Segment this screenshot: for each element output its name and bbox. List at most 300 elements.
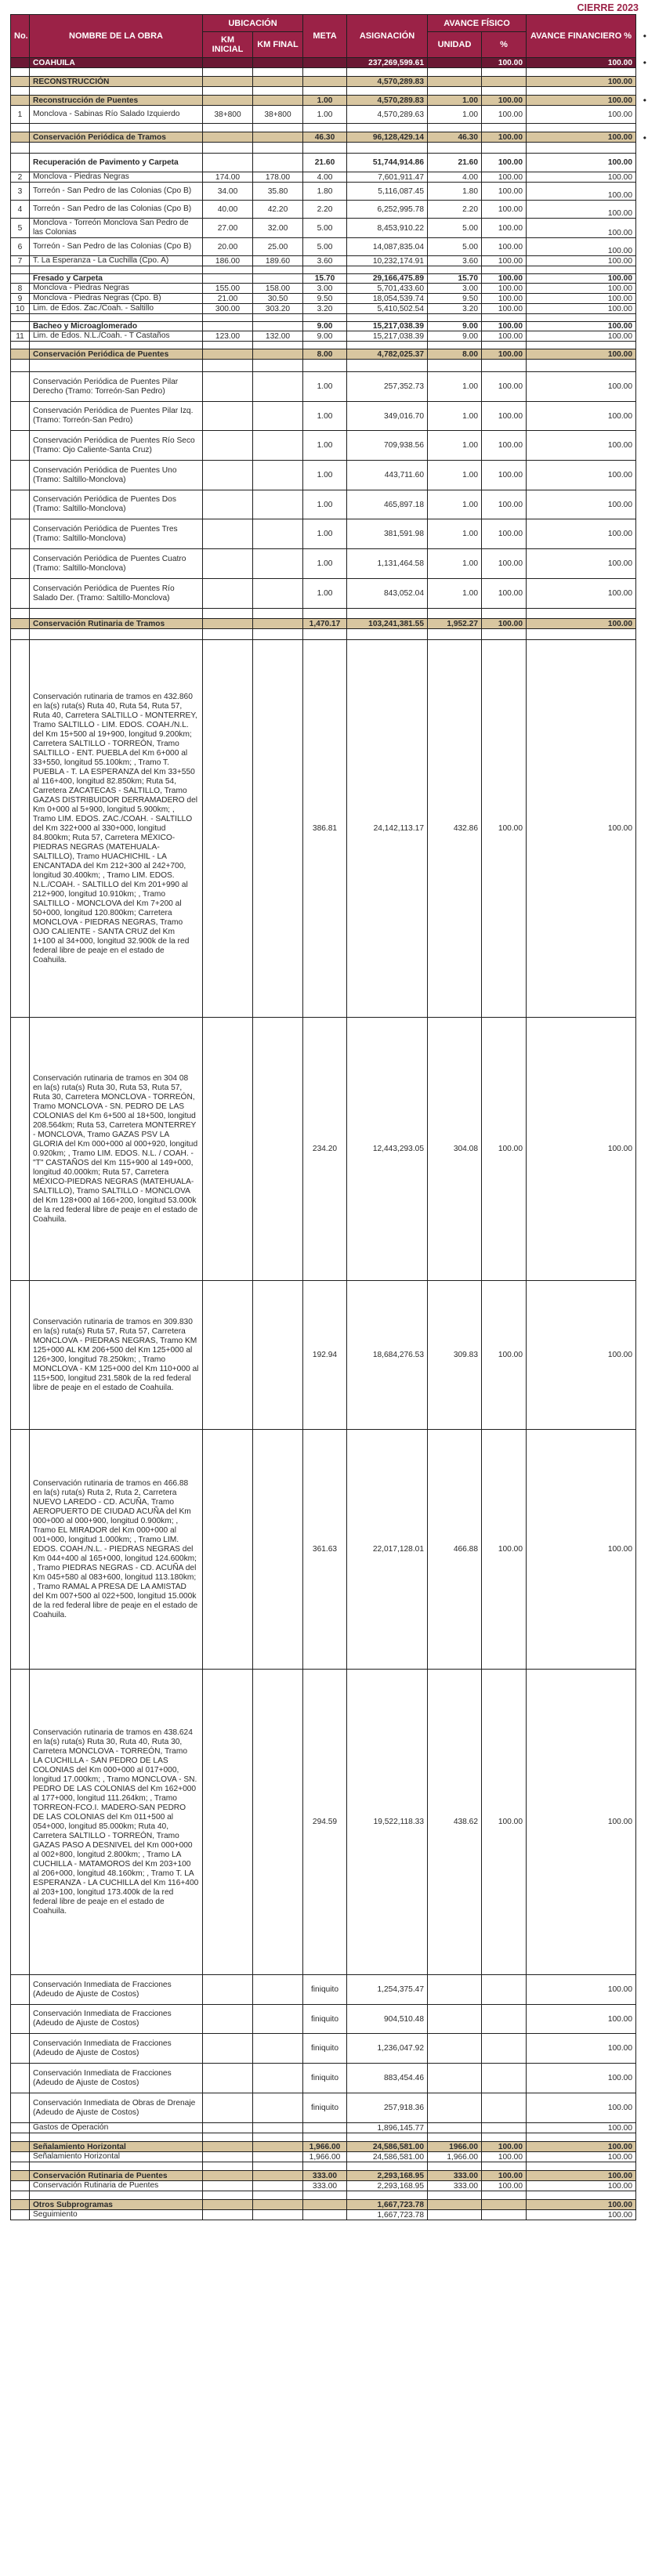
cell-pct: 100.00 xyxy=(482,238,527,256)
cell-unidad: 5.00 xyxy=(428,219,482,238)
cell-asignacion: 14,087,835.04 xyxy=(347,238,428,256)
cell-avance-financiero: 100.00 xyxy=(527,2200,636,2210)
cell-avance-financiero: 100.00 xyxy=(527,2142,636,2152)
cell-meta xyxy=(303,2200,347,2210)
cell-km-inicial xyxy=(203,132,253,143)
cell-unidad: 1.00 xyxy=(428,431,482,461)
cell-avance-financiero: 100.00 xyxy=(527,304,636,314)
section-row xyxy=(11,96,636,106)
spacer-row xyxy=(11,266,636,274)
cell-meta xyxy=(303,68,347,77)
cell-km-final xyxy=(253,2133,303,2142)
cell-nombre: Lim. de Edos. Zac./Coah. - Saltillo xyxy=(30,304,203,314)
cell-no xyxy=(11,77,30,87)
cell-nombre: T. La Esperanza - La Cuchilla (Cpo. A) xyxy=(30,256,203,266)
cell-pct xyxy=(482,77,527,87)
cell-meta: 8.00 xyxy=(303,349,347,360)
cell-unidad: 15.70 xyxy=(428,274,482,284)
col-header-pct: % xyxy=(482,32,527,58)
col-header-meta: META xyxy=(303,15,347,58)
cell-no xyxy=(11,2210,30,2220)
cell-no xyxy=(11,619,30,629)
cell-nombre: Monclova - Sabinas Río Salado Izquierdo xyxy=(30,106,203,124)
cell-km-final xyxy=(253,342,303,349)
cell-pct: 100.00 xyxy=(482,461,527,490)
cell-pct xyxy=(482,68,527,77)
cell-pct: 100.00 xyxy=(482,402,527,431)
cell-meta xyxy=(303,58,347,68)
cell-nombre: Monclova - Piedras Negras xyxy=(30,284,203,294)
cell-nombre: Conservación Inmediata de Fracciones (Adeudo de Ajuste de Costos) xyxy=(30,1975,203,2005)
cell-km-final xyxy=(253,266,303,274)
cell-unidad: 1.00 xyxy=(428,579,482,609)
cell-pct xyxy=(482,2162,527,2171)
cell-avance-financiero: 100.00 xyxy=(527,284,636,294)
cell-unidad: 1.00 xyxy=(428,402,482,431)
cell-unidad: 8.00 xyxy=(428,349,482,360)
cell-meta xyxy=(303,266,347,274)
table-row xyxy=(11,431,636,461)
cell-no xyxy=(11,322,30,331)
cell-avance-financiero: 100.00 xyxy=(527,201,636,219)
cell-nombre xyxy=(30,68,203,77)
cell-unidad xyxy=(428,2093,482,2123)
cell-no xyxy=(11,154,30,172)
cell-no xyxy=(11,629,30,640)
cell-asignacion xyxy=(347,314,428,322)
cell-asignacion: 4,782,025.37 xyxy=(347,349,428,360)
cell-km-inicial: 174.00 xyxy=(203,172,253,183)
cell-unidad: 46.30 xyxy=(428,132,482,143)
table-row xyxy=(11,256,636,266)
cell-asignacion xyxy=(347,2191,428,2200)
cell-unidad: 1.00 xyxy=(428,461,482,490)
cell-asignacion: 257,352.73 xyxy=(347,372,428,402)
cell-km-final xyxy=(253,1430,303,1670)
cell-km-inicial xyxy=(203,342,253,349)
cell-meta xyxy=(303,2191,347,2200)
cell-unidad xyxy=(428,124,482,132)
cell-km-inicial xyxy=(203,266,253,274)
table-row xyxy=(11,304,636,314)
cell-km-inicial xyxy=(203,58,253,68)
cell-meta: 9.00 xyxy=(303,331,347,342)
cell-meta: finiquito xyxy=(303,2093,347,2123)
cell-no xyxy=(11,609,30,619)
cell-km-final xyxy=(253,274,303,284)
cell-pct xyxy=(482,2005,527,2034)
works-table xyxy=(10,14,636,2220)
cell-unidad xyxy=(428,2064,482,2093)
table-row xyxy=(11,183,636,201)
cell-unidad: 4.00 xyxy=(428,172,482,183)
cell-unidad xyxy=(428,342,482,349)
cell-pct: 100.00 xyxy=(482,1281,527,1430)
cell-km-final xyxy=(253,1018,303,1281)
cell-no xyxy=(11,2152,30,2162)
cell-nombre: Conservación Inmediata de Fracciones (Adeudo de Ajuste de Costos) xyxy=(30,2005,203,2034)
cell-avance-financiero: 100.00 xyxy=(527,2210,636,2220)
cell-pct: 100.00 xyxy=(482,106,527,124)
table-row xyxy=(11,1975,636,2005)
cell-no: 8 xyxy=(11,284,30,294)
cell-avance-financiero: 100.00 xyxy=(527,322,636,331)
cell-no xyxy=(11,124,30,132)
cell-unidad xyxy=(428,360,482,372)
cell-meta: 1.00 xyxy=(303,490,347,519)
section-row xyxy=(11,2200,636,2210)
cell-pct: 100.00 xyxy=(482,304,527,314)
cell-unidad xyxy=(428,87,482,96)
cell-asignacion: 883,454.46 xyxy=(347,2064,428,2093)
cell-no: 3 xyxy=(11,183,30,201)
cell-km-inicial xyxy=(203,2181,253,2191)
cell-meta xyxy=(303,2210,347,2220)
cell-no xyxy=(11,2162,30,2171)
cell-km-inicial xyxy=(203,2034,253,2064)
cell-pct: 100.00 xyxy=(482,294,527,304)
cell-km-inicial xyxy=(203,96,253,106)
section-row xyxy=(11,58,636,68)
cell-no xyxy=(11,360,30,372)
cell-asignacion: 24,142,113.17 xyxy=(347,640,428,1018)
cell-avance-financiero xyxy=(527,2162,636,2171)
cell-pct: 100.00 xyxy=(482,154,527,172)
cell-pct: 100.00 xyxy=(482,201,527,219)
cell-no xyxy=(11,2171,30,2181)
cell-unidad xyxy=(428,2133,482,2142)
cell-km-final xyxy=(253,2064,303,2093)
cell-unidad xyxy=(428,1975,482,2005)
cell-pct xyxy=(482,2123,527,2133)
cell-meta xyxy=(303,2133,347,2142)
cell-km-inicial xyxy=(203,349,253,360)
cell-km-inicial xyxy=(203,2093,253,2123)
cell-nombre: Conservación Periódica de Puentes Uno (Tramo: Saltillo-Monclova) xyxy=(30,461,203,490)
cell-pct: 100.00 xyxy=(482,172,527,183)
cell-km-inicial xyxy=(203,2191,253,2200)
section-row xyxy=(11,2142,636,2152)
cell-no: 1 xyxy=(11,106,30,124)
cell-km-final: 42.20 xyxy=(253,201,303,219)
cell-unidad xyxy=(428,314,482,322)
cell-meta xyxy=(303,124,347,132)
cell-meta: 1.00 xyxy=(303,372,347,402)
cell-km-final xyxy=(253,490,303,519)
cell-avance-financiero: 100.00 xyxy=(527,172,636,183)
cell-km-inicial xyxy=(203,274,253,284)
cell-nombre: Lim. de Edos. N.L./Coah. - T Castaños xyxy=(30,331,203,342)
table-row xyxy=(11,284,636,294)
cell-no xyxy=(11,2093,30,2123)
cell-pct: 100.00 xyxy=(482,2142,527,2152)
col-header-km-final: KM FINAL xyxy=(253,32,303,58)
cell-meta: 386.81 xyxy=(303,640,347,1018)
cell-pct xyxy=(482,2210,527,2220)
cell-km-final xyxy=(253,2162,303,2171)
cell-km-inicial: 34.00 xyxy=(203,183,253,201)
cell-asignacion xyxy=(347,629,428,640)
cell-pct: 100.00 xyxy=(482,183,527,201)
cell-meta: 192.94 xyxy=(303,1281,347,1430)
cell-km-final xyxy=(253,2200,303,2210)
cell-nombre: Señalamiento Horizontal xyxy=(30,2142,203,2152)
cell-nombre: Conservación Inmediata de Fracciones (Adeudo de Ajuste de Costos) xyxy=(30,2034,203,2064)
cell-pct: 100.00 xyxy=(482,579,527,609)
cell-no xyxy=(11,68,30,77)
cell-nombre: Conservación Rutinaria de Tramos xyxy=(30,619,203,629)
col-header-km-inicial: KM INICIAL xyxy=(203,32,253,58)
cell-meta xyxy=(303,629,347,640)
cell-avance-financiero xyxy=(527,609,636,619)
table-row xyxy=(11,1281,636,1430)
table-row xyxy=(11,2123,636,2133)
cell-asignacion: 103,241,381.55 xyxy=(347,619,428,629)
cell-avance-financiero: 100.00 xyxy=(527,549,636,579)
cell-asignacion: 1,667,723.78 xyxy=(347,2210,428,2220)
cell-meta: 1.00 xyxy=(303,402,347,431)
cell-meta: 294.59 xyxy=(303,1670,347,1975)
cell-meta xyxy=(303,360,347,372)
cell-asignacion xyxy=(347,342,428,349)
table-row xyxy=(11,331,636,342)
cell-no xyxy=(11,461,30,490)
cell-no: 7 xyxy=(11,256,30,266)
cell-km-inicial xyxy=(203,154,253,172)
cell-km-inicial xyxy=(203,431,253,461)
cell-asignacion: 1,896,145.77 xyxy=(347,2123,428,2133)
cell-asignacion: 5,701,433.60 xyxy=(347,284,428,294)
cell-nombre: Conservación Rutinaria de Puentes xyxy=(30,2181,203,2191)
cell-unidad: 3.00 xyxy=(428,284,482,294)
cell-pct: 100.00 xyxy=(482,549,527,579)
cell-km-final xyxy=(253,640,303,1018)
cell-no xyxy=(11,519,30,549)
table-row xyxy=(11,201,636,219)
cell-km-inicial xyxy=(203,360,253,372)
cell-meta: 1.80 xyxy=(303,183,347,201)
col-header-avance-fisico: AVANCE FÍSICO xyxy=(428,15,527,32)
cell-nombre xyxy=(30,143,203,154)
cell-no xyxy=(11,2064,30,2093)
spacer-row xyxy=(11,68,636,77)
cell-km-final xyxy=(253,87,303,96)
cell-avance-financiero: 100.00 xyxy=(527,431,636,461)
cell-avance-financiero: 100.00 xyxy=(527,349,636,360)
cell-pct xyxy=(482,2064,527,2093)
cell-no xyxy=(11,96,30,106)
cell-no xyxy=(11,1670,30,1975)
cell-asignacion: 4,570,289.83 xyxy=(347,77,428,87)
cell-no xyxy=(11,1430,30,1670)
cell-no xyxy=(11,274,30,284)
cell-avance-financiero: 100.00 xyxy=(527,294,636,304)
cell-avance-financiero: 100.00 xyxy=(527,640,636,1018)
cell-asignacion: 29,166,475.89 xyxy=(347,274,428,284)
cell-km-final xyxy=(253,2210,303,2220)
cell-no: 11 xyxy=(11,331,30,342)
cell-nombre: Conservación Inmediata de Obras de Drenaje (Adeudo de Ajuste de Costos) xyxy=(30,2093,203,2123)
cell-nombre: Seguimiento xyxy=(30,2210,203,2220)
cell-meta xyxy=(303,314,347,322)
cell-meta xyxy=(303,2123,347,2133)
cell-asignacion: 381,591.98 xyxy=(347,519,428,549)
cell-nombre: Conservación rutinaria de tramos en 466.88 en la(s) ruta(s) Ruta 2, Ruta 2, Carretera NUEVO LAREDO - CD. ACUÑA, Tramo AEROPUERTO DE CIUDAD ACUÑA del Km 000+000 al 000+900, longitud 0.900km; , Tramo EL MIRADOR del Km 000+000 al 001+000, longitud 1.000km; , Tramo LIM. EDOS. COAH./N.L. - PIEDRAS NEGRAS del Km 044+400 al 165+000, longitud 124.600km; , Tramo PIEDRAS NEGRAS - CD. ACUÑA del Km 045+580 al 083+600, longitud 113.180km; , Tramo RAMAL A PRESA DE LA AMISTAD del Km 007+500 al 022+500, longitud 15.000k de la red federal libre de peaje en el estado de Coahuila. xyxy=(30,1430,203,1670)
cell-unidad: 2.20 xyxy=(428,201,482,219)
cell-km-inicial xyxy=(203,1018,253,1281)
cell-avance-financiero: 100.00 xyxy=(527,1670,636,1975)
cell-nombre: COAHUILA xyxy=(30,58,203,68)
cell-avance-financiero: 100.00 xyxy=(527,619,636,629)
cell-pct xyxy=(482,2200,527,2210)
cell-unidad: 1,966.00 xyxy=(428,2152,482,2162)
cell-avance-financiero: 100.00 xyxy=(527,1018,636,1281)
bullet-marker: • xyxy=(643,132,646,143)
cell-unidad xyxy=(428,2123,482,2133)
cell-asignacion: 4,570,289.63 xyxy=(347,106,428,124)
cell-unidad: 1,952.27 xyxy=(428,619,482,629)
spacer-row xyxy=(11,342,636,349)
cell-unidad xyxy=(428,68,482,77)
cell-avance-financiero: 100.00 xyxy=(527,106,636,124)
cell-pct xyxy=(482,2093,527,2123)
cell-nombre: Conservación rutinaria de tramos en 304 08 en la(s) ruta(s) Ruta 30, Ruta 53, Ruta 57, Ruta 30, Carretera MONCLOVA - TORREÓN, Tramo MONCLOVA - SN. PEDRO DE LAS COLONIAS del Km 6+500 al 18+500, longitud 208.564km; Ruta 53, Carretera MONTERREY - MONCLOVA, Tramo GAZAS PSV LA GLORIA del Km 000+000 al 000+920, longitud 0.920km; , Tramo LIM. EDOS. N.L. / COAH. - "T" CASTAÑOS del Km 115+900 al 149+000, longitud 40.000km; Ruta 57, Carretera MÉXICO-PIEDRAS NEGRAS (MATEHUALA-SALTILLO), Tramo SALTILLO - MONCLOVA del Km 128+000 al 166+200, longitud 53.000k de la red federal libre de peaje en el estado de Coahuila. xyxy=(30,1018,203,1281)
cell-no xyxy=(11,372,30,402)
cell-km-final xyxy=(253,154,303,172)
table-row xyxy=(11,106,636,124)
cell-no xyxy=(11,2133,30,2142)
cell-km-final xyxy=(253,322,303,331)
cell-unidad: 9.00 xyxy=(428,322,482,331)
cell-meta: 1.00 xyxy=(303,106,347,124)
cell-asignacion: 1,131,464.58 xyxy=(347,549,428,579)
cell-asignacion: 6,252,995.78 xyxy=(347,201,428,219)
cell-pct xyxy=(482,360,527,372)
cell-unidad xyxy=(428,58,482,68)
table-row xyxy=(11,372,636,402)
cell-pct: 100.00 xyxy=(482,58,527,68)
cell-km-inicial xyxy=(203,640,253,1018)
table-header xyxy=(11,15,636,58)
cell-pct xyxy=(482,2034,527,2064)
cell-km-final: 189.60 xyxy=(253,256,303,266)
cell-unidad xyxy=(428,2200,482,2210)
cell-km-final: 158.00 xyxy=(253,284,303,294)
table-body xyxy=(11,58,636,2220)
cell-km-final xyxy=(253,2123,303,2133)
cell-pct: 100.00 xyxy=(482,349,527,360)
cell-unidad: 5.00 xyxy=(428,238,482,256)
cell-km-final xyxy=(253,1281,303,1430)
section-row xyxy=(11,2171,636,2181)
cell-avance-financiero xyxy=(527,87,636,96)
report-title: CIERRE 2023 xyxy=(577,2,639,13)
cell-avance-financiero xyxy=(527,266,636,274)
cell-nombre: Conservación rutinaria de tramos en 438.624 en la(s) ruta(s) Ruta 30, Ruta 40, Ruta 30, Carretera MONCLOVA - TORREÓN, Tramo LA CUCHILLA - SAN PEDRO DE LAS COLONIAS del Km 000+000 al 017+000, longitud 17.000km; , Tramo MONCLOVA - SN. PEDRO DE LAS COLONIAS del Km 162+000 al 177+000, longitud 111.264km; , Tramo TORREON-FCO.I. MADERO-SAN PEDRO DE LAS COLONIAS del Km 011+500 al 054+000, longitud 85.000km; Ruta 40, Carretera SALTILLO - TORREÓN, Tramo GAZAS PASO A DESNIVEL del Km 000+000 al 002+800, longitud 2.800km; , Tramo LA CUCHILLA - MATAMOROS del Km 203+100 al 206+000, longitud 48.160km; , Tramo T. LA ESPERANZA - LA CUCHILLA del Km 116+400 al 203+100, longitud 173.400k de la red federal libre de peaje en el estado de Coahuila. xyxy=(30,1670,203,1975)
spacer-row xyxy=(11,143,636,154)
cell-pct: 100.00 xyxy=(482,490,527,519)
cell-unidad xyxy=(428,266,482,274)
cell-unidad xyxy=(428,2034,482,2064)
cell-meta: 333.00 xyxy=(303,2181,347,2191)
cell-km-inicial xyxy=(203,322,253,331)
cell-no xyxy=(11,549,30,579)
cell-km-inicial: 38+800 xyxy=(203,106,253,124)
cell-pct: 100.00 xyxy=(482,1018,527,1281)
cell-nombre: Conservación rutinaria de tramos en 309.830 en la(s) ruta(s) Ruta 57, Ruta 57, Carretera MONCLOVA - PIEDRAS NEGRAS, Tramo KM 125+000 AL KM 206+500 del Km 125+000 al 126+300, longitud 78.250km; , Tramo MONCLOVA - KM 125+000 del Km 110+000 al 115+500, longitud 231.580k de la red federal libre de peaje en el estado de Coahuila. xyxy=(30,1281,203,1430)
cell-km-final xyxy=(253,77,303,87)
table-row xyxy=(11,2034,636,2064)
cell-meta xyxy=(303,77,347,87)
cell-avance-financiero xyxy=(527,68,636,77)
cell-nombre: Reconstrucción de Puentes xyxy=(30,96,203,106)
cell-asignacion xyxy=(347,609,428,619)
cell-unidad: 309.83 xyxy=(428,1281,482,1430)
cell-unidad xyxy=(428,2005,482,2034)
cell-asignacion: 8,453,910.22 xyxy=(347,219,428,238)
cell-km-final xyxy=(253,143,303,154)
cell-avance-financiero: 100.00 xyxy=(527,96,636,106)
cell-km-inicial xyxy=(203,2200,253,2210)
cell-asignacion: 22,017,128.01 xyxy=(347,1430,428,1670)
cell-meta: finiquito xyxy=(303,2034,347,2064)
cell-avance-financiero: 100.00 xyxy=(527,372,636,402)
cell-km-inicial xyxy=(203,2064,253,2093)
cell-no xyxy=(11,2200,30,2210)
cell-meta: 2.20 xyxy=(303,201,347,219)
cell-meta: 1.00 xyxy=(303,96,347,106)
cell-nombre xyxy=(30,609,203,619)
cell-km-inicial xyxy=(203,609,253,619)
cell-nombre: Torreón - San Pedro de las Colonias (Cpo B) xyxy=(30,238,203,256)
cell-nombre xyxy=(30,87,203,96)
cell-avance-financiero: 100.00 xyxy=(527,461,636,490)
cell-nombre: Conservación Periódica de Puentes Tres (Tramo: Saltillo-Monclova) xyxy=(30,519,203,549)
cell-nombre: Monclova - Piedras Negras xyxy=(30,172,203,183)
cell-nombre: Monclova - Torreón Monclova San Pedro de las Colonias xyxy=(30,219,203,238)
cell-unidad: 1966.00 xyxy=(428,2142,482,2152)
bullet-marker: • xyxy=(643,57,646,68)
cell-meta: 1.00 xyxy=(303,519,347,549)
table-row xyxy=(11,294,636,304)
cell-km-final xyxy=(253,2191,303,2200)
cell-km-inicial: 300.00 xyxy=(203,304,253,314)
cell-avance-financiero: 100.00 xyxy=(527,331,636,342)
cell-nombre: Conservación Periódica de Puentes Río Seco (Tramo: Ojo Caliente-Santa Cruz) xyxy=(30,431,203,461)
cell-avance-financiero: 100.00 xyxy=(527,1430,636,1670)
cell-avance-financiero: 100.00 xyxy=(527,2152,636,2162)
table-row xyxy=(11,2152,636,2162)
cell-pct xyxy=(482,1975,527,2005)
cell-asignacion: 257,918.36 xyxy=(347,2093,428,2123)
cell-avance-financiero: 100.00 xyxy=(527,1975,636,2005)
table-row xyxy=(11,549,636,579)
cell-pct: 100.00 xyxy=(482,96,527,106)
cell-nombre: Conservación Periódica de Puentes Río Salado Der. (Tramo: Saltillo-Monclova) xyxy=(30,579,203,609)
cell-meta: 1,470.17 xyxy=(303,619,347,629)
cell-unidad: 9.50 xyxy=(428,294,482,304)
cell-avance-financiero: 100.00 xyxy=(527,2181,636,2191)
cell-pct xyxy=(482,124,527,132)
table-row xyxy=(11,2064,636,2093)
cell-avance-financiero: 100.00 xyxy=(527,1281,636,1430)
cell-no: 9 xyxy=(11,294,30,304)
cell-asignacion: 1,667,723.78 xyxy=(347,2200,428,2210)
table-row xyxy=(11,238,636,256)
cell-asignacion: 1,254,375.47 xyxy=(347,1975,428,2005)
col-header-no: No. xyxy=(11,15,30,58)
cell-nombre xyxy=(30,342,203,349)
